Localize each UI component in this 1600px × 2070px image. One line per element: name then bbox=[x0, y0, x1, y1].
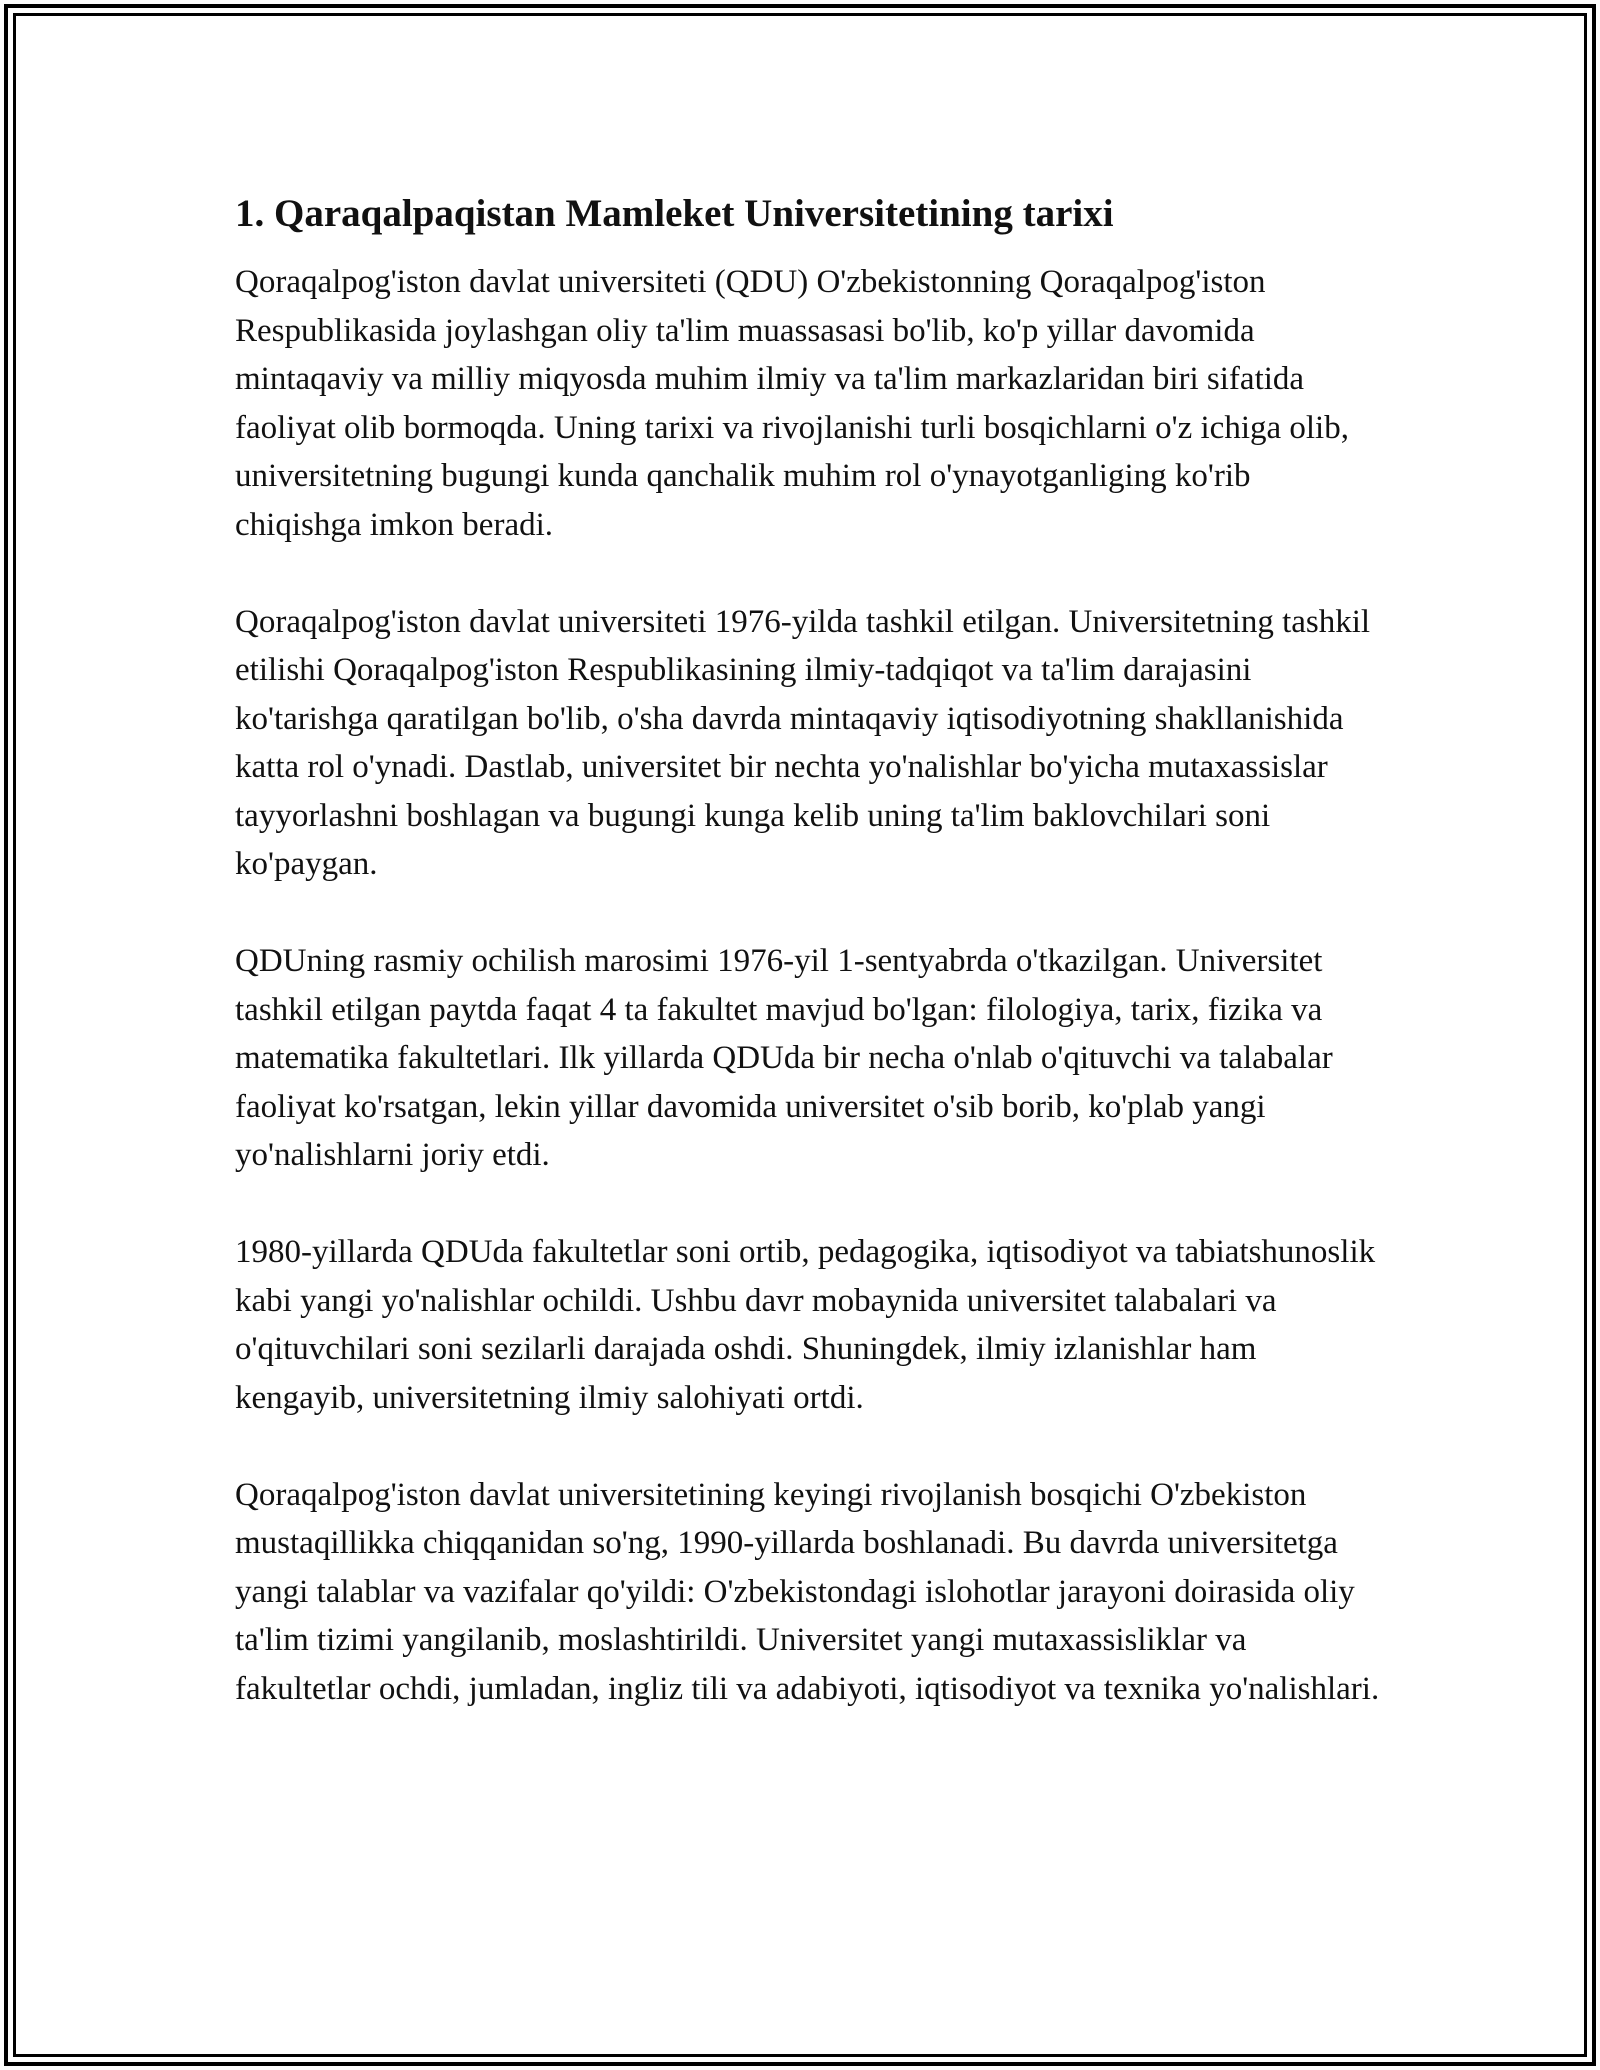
paragraph-founding: Qoraqalpog'iston davlat universiteti 1976-yilda tashkil etilgan. Universitetning tashkil etilishi Qoraqalpog'iston Respublikasining ilmiy-tadqiqot va ta'lim darajasini ko'tarishga qaratilgan bo'lib, o'sha davrda mintaqaviy iqtisodiyotning shakllanishida katta rol o'ynadi. Dastlab, universitet bir nechta yo'nalishlar bo'yicha mutaxassislar tayyorlashni boshlagan va bugungi kunga kelib uning ta'lim baklovchilari soni ko'paygan. bbox=[235, 603, 1371, 882]
paragraph-opening: QDUning rasmiy ochilish marosimi 1976-yil 1-sentyabrda o'tkazilgan. Universitet tashkil etilgan paytda faqat 4 ta fakultet mavjud bo'lgan: filologiya, tarix, fizika va matematika fakultetlari. Ilk yillarda QDUda bir necha o'nlab o'qituvchi va talabalar faoliyat ko'rsatgan, lekin yillar davomida universitet o'sib borib, ko'plab yangi yo'nalishlarni joriy etdi. bbox=[235, 943, 1333, 1173]
paragraph-intro: Qoraqalpog'iston davlat universiteti (QDU) O'zbekistonning Qoraqalpog'iston Respublikasida joylashgan oliy ta'lim muassasasi bo'lib, ko'p yillar davomida mintaqaviy va milliy miqyosda muhim ilmiy va ta'lim markazlaridan biri sifatida faoliyat olib bormoqda. Uning tarixi va rivojlanishi turli bosqichlarni o'z ichiga olib, universitetning bugungi kunda qanchalik muhim rol o'ynayotganliging ko'rib chiqishga imkon beradi. bbox=[235, 264, 1349, 543]
paragraph-independence: Qoraqalpog'iston davlat universitetining keyingi rivojlanish bosqichi O'zbekiston mustaqillikka chiqqanidan so'ng, 1990-yillarda boshlanadi. Bu davrda universitetga yangi talablar va vazifalar qo'yildi: O'zbekistondagi islohotlar jarayoni doirasida oliy ta'lim tizimi yangilanib, moslashtirildi. Universitet yangi mutaxassisliklar va fakultetlar ochdi, jumladan, ingliz tili va adabiyoti, iqtisodiyot va texnika yo'nalishlari. bbox=[235, 1476, 1380, 1707]
section-heading: 1. Qaraqalpaqistan Mamleket Universitetining tarixi bbox=[235, 192, 1114, 235]
document-body bbox=[235, 186, 1385, 1713]
paragraph-1980s: 1980-yillarda QDUda fakultetlar soni ortib, pedagogika, iqtisodiyot va tabiatshunoslik kabi yangi yo'nalishlar ochildi. Ushbu davr mobaynida universitet talabalari va o'qituvchilari soni sezilarli darajada oshdi. Shuningdek, ilmiy izlanishlar ham kengayib, universitetning ilmiy salohiyati ortdi. bbox=[235, 1234, 1376, 1416]
